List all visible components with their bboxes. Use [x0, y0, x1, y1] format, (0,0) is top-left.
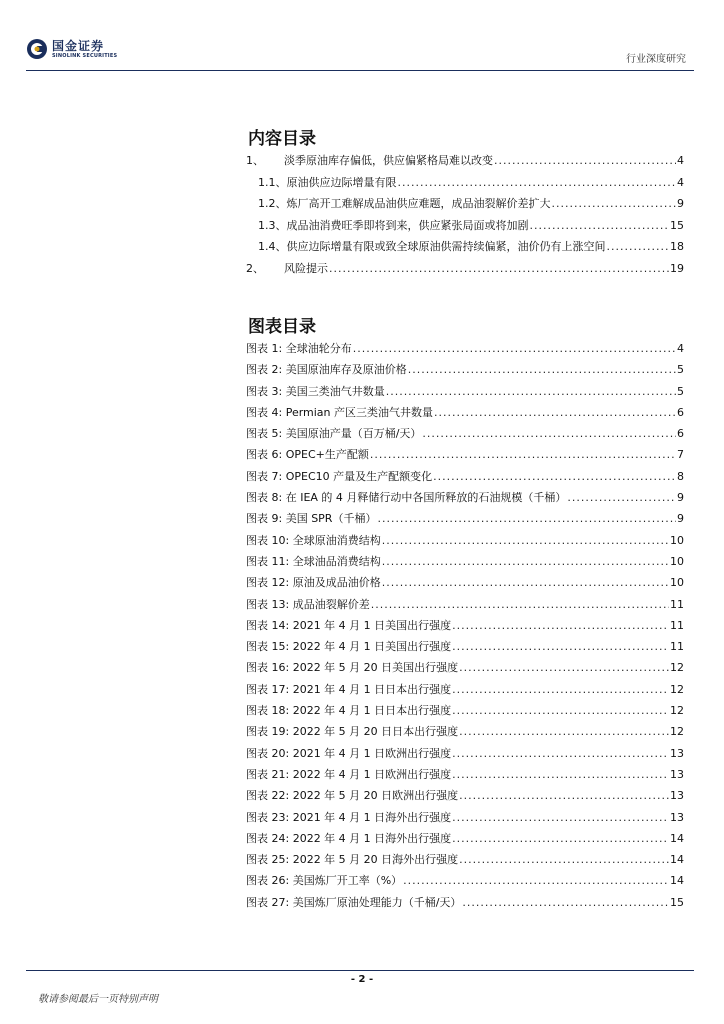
figure-item-page: 11 [670, 640, 684, 654]
figure-item-label: 图表 11: 全球油品消费结构 [246, 554, 381, 568]
figure-item-page: 14 [670, 831, 684, 845]
contents-item-label: 成品油消费旺季即将到来，供应紧张局面或将加剧 [286, 218, 529, 232]
contents-item-label: 供应边际增量有限或致全球原油供需持续偏紧，油价仍有上涨空间 [286, 240, 606, 253]
figure-item[interactable] [246, 489, 684, 510]
figure-item-page: 14 [670, 853, 684, 867]
figure-item-label: 图表 6: OPEC+生产配额 [246, 448, 369, 462]
figure-item-page: 15 [670, 895, 684, 909]
figure-item-page: 12 [670, 661, 684, 675]
logo-chinese-name: 国金证券 [52, 38, 105, 53]
figure-item[interactable] [246, 766, 684, 787]
figure-item-label: 图表 12: 原油及成品油价格 [246, 576, 381, 590]
figure-item-label: 图表 7: OPEC10 产量及生产配额变化 [246, 469, 433, 483]
leader-dots [382, 534, 669, 547]
figure-item-label: 图表 21: 2022 年 4 月 1 日欧洲出行强度 [246, 767, 452, 781]
figure-item-page: 12 [670, 682, 684, 696]
figure-item[interactable] [246, 894, 684, 915]
figure-item-label: 图表 14: 2021 年 4 月 1 日美国出行强度 [246, 618, 452, 632]
figure-item-page: 10 [670, 554, 684, 568]
figure-item[interactable] [246, 425, 684, 446]
figure-item-page: 13 [670, 789, 684, 803]
figure-item-label: 图表 19: 2022 年 5 月 20 日日本出行强度 [246, 725, 459, 739]
figure-item-page: 10 [670, 576, 684, 590]
logo-icon [26, 38, 48, 60]
leader-dots [567, 491, 676, 504]
figure-item-page: 13 [670, 746, 684, 760]
contents-item[interactable] [246, 217, 684, 239]
figure-item-label: 图表 16: 2022 年 5 月 20 日美国出行强度 [246, 661, 459, 675]
figure-item[interactable] [246, 872, 684, 893]
contents-item[interactable] [246, 174, 684, 196]
figure-item-page: 13 [670, 810, 684, 824]
leader-dots [382, 555, 669, 568]
figure-item[interactable] [246, 361, 684, 382]
figure-item-label: 图表 18: 2022 年 4 月 1 日日本出行强度 [246, 704, 452, 718]
leader-dots [398, 176, 677, 189]
footer-divider [26, 970, 694, 971]
figure-item-label: 图表 5: 美国原油产量（百万桶/天） [246, 427, 422, 441]
page-number: - 2 - [350, 974, 374, 985]
report-type-label: 行业深度研究 [626, 54, 686, 65]
figure-item[interactable] [246, 532, 684, 553]
figure-item-label: 图表 24: 2022 年 4 月 1 日海外出行强度 [246, 831, 452, 845]
leader-dots [408, 363, 676, 376]
figure-item[interactable] [246, 809, 684, 830]
leader-dots [552, 197, 677, 210]
figure-item-label: 图表 10: 全球原油消费结构 [246, 533, 381, 547]
leader-dots [434, 406, 676, 419]
figure-item[interactable] [246, 723, 684, 744]
figure-item-label: 图表 13: 成品油裂解价差 [246, 597, 370, 611]
figure-item-page: 13 [670, 767, 684, 781]
leader-dots [370, 448, 676, 461]
contents-item[interactable] [246, 238, 684, 260]
leader-dots [462, 896, 669, 909]
figure-item-page: 7 [677, 448, 684, 462]
figure-item[interactable] [246, 638, 684, 659]
figures-title: 图表目录 [248, 317, 316, 337]
figure-item-page: 9 [677, 491, 684, 505]
figure-item-label: 图表 27: 美国炼厂原油处理能力（千桶/天） [246, 895, 462, 909]
leader-dots [459, 789, 669, 802]
figure-item-page: 5 [677, 384, 684, 398]
contents-item-page: 19 [670, 261, 684, 275]
figure-item[interactable] [246, 574, 684, 595]
figure-item[interactable] [246, 787, 684, 808]
figure-item-page: 14 [670, 874, 684, 888]
leader-dots [329, 262, 669, 275]
contents-item[interactable] [246, 152, 684, 174]
figure-item[interactable] [246, 383, 684, 404]
figure-item-page: 6 [677, 405, 684, 419]
leader-dots [452, 747, 669, 760]
leader-dots [452, 832, 669, 845]
figure-item-page: 9 [677, 512, 684, 526]
figure-item-page: 12 [670, 725, 684, 739]
contents-item-label: 淡季原油库存偏低，供应偏紧格局难以改变 [284, 154, 493, 167]
leader-dots [433, 470, 676, 483]
contents-item-page: 15 [670, 218, 684, 232]
figure-item[interactable] [246, 468, 684, 489]
leader-dots [530, 219, 670, 232]
figure-item-page: 11 [670, 618, 684, 632]
leader-dots [607, 240, 670, 253]
figure-item[interactable] [246, 596, 684, 617]
figure-item-label: 图表 2: 美国原油库存及原油价格 [246, 363, 407, 377]
company-logo [26, 38, 117, 60]
contents-list [246, 152, 684, 281]
contents-item-number: 1、 [246, 154, 264, 167]
figure-item-label: 图表 17: 2021 年 4 月 1 日日本出行强度 [246, 682, 452, 696]
leader-dots [371, 598, 669, 611]
leader-dots [459, 725, 669, 738]
figure-item[interactable] [246, 446, 684, 467]
figure-item-label: 图表 20: 2021 年 4 月 1 日欧洲出行强度 [246, 746, 452, 760]
figure-item[interactable] [246, 617, 684, 638]
contents-item-number: 1.1、 [258, 175, 287, 189]
figure-item-label: 图表 4: Permian 产区三类油气井数量 [246, 405, 434, 419]
leader-dots [452, 768, 669, 781]
figure-item[interactable] [246, 681, 684, 702]
leader-dots [386, 385, 676, 398]
leader-dots [459, 853, 669, 866]
figures-list [246, 340, 684, 915]
contents-item[interactable] [246, 195, 684, 217]
disclaimer-note: 敬请参阅最后一页特别声明 [38, 994, 158, 1005]
figure-item-page: 8 [677, 469, 684, 483]
logo-english-name: SINOLINK SECURITIES [52, 52, 118, 59]
figure-item[interactable] [246, 659, 684, 680]
contents-item-label: 原油供应边际增量有限 [286, 175, 397, 189]
contents-item-number: 1.3、 [258, 218, 287, 232]
figure-item[interactable] [246, 851, 684, 872]
figure-item-page: 5 [677, 363, 684, 377]
leader-dots [452, 619, 669, 632]
figure-item-label: 图表 3: 美国三类油气井数量 [246, 384, 385, 398]
page-header [26, 38, 686, 72]
figure-item-page: 12 [670, 704, 684, 718]
contents-item-page: 9 [677, 197, 684, 210]
leader-dots [452, 640, 669, 653]
figure-item-label: 图表 1: 全球油轮分布 [246, 342, 352, 355]
contents-item-number: 1.4、 [258, 240, 287, 253]
leader-dots [452, 811, 669, 824]
leader-dots [353, 342, 676, 355]
figure-item-label: 图表 26: 美国炼厂开工率（%） [246, 874, 403, 888]
contents-item-page: 18 [670, 240, 684, 253]
contents-item-page: 4 [677, 154, 684, 167]
contents-item-label: 炼厂高开工难解成品油供应难题，成品油裂解价差扩大 [286, 197, 551, 210]
figure-item[interactable] [246, 510, 684, 531]
contents-title: 内容目录 [248, 129, 316, 149]
figure-item[interactable] [246, 745, 684, 766]
leader-dots [459, 661, 669, 674]
leader-dots [452, 704, 669, 717]
figure-item-label: 图表 15: 2022 年 4 月 1 日美国出行强度 [246, 640, 452, 654]
figure-item-page: 4 [677, 342, 684, 355]
contents-item-page: 4 [677, 175, 684, 189]
figure-item-label: 图表 9: 美国 SPR（千桶） [246, 512, 377, 526]
figure-item-label: 图表 22: 2022 年 5 月 20 日欧洲出行强度 [246, 789, 459, 803]
figure-item-page: 10 [670, 533, 684, 547]
leader-dots [382, 576, 669, 589]
leader-dots [452, 683, 669, 696]
contents-item[interactable] [246, 260, 684, 282]
leader-dots [377, 512, 676, 525]
header-divider [26, 70, 694, 71]
figure-item-label: 图表 23: 2021 年 4 月 1 日海外出行强度 [246, 810, 452, 824]
leader-dots [403, 874, 669, 887]
figure-item-label: 图表 25: 2022 年 5 月 20 日海外出行强度 [246, 853, 459, 867]
figure-item[interactable] [246, 340, 684, 361]
figure-item[interactable] [246, 702, 684, 723]
contents-item-number: 1.2、 [258, 197, 287, 210]
figure-item-page: 11 [670, 597, 684, 611]
leader-dots [494, 154, 676, 167]
figure-item[interactable] [246, 404, 684, 425]
figure-item[interactable] [246, 830, 684, 851]
figure-item[interactable] [246, 553, 684, 574]
contents-item-number: 2、 [246, 261, 264, 275]
leader-dots [422, 427, 676, 440]
contents-item-label: 风险提示 [284, 261, 328, 275]
figure-item-label: 图表 8: 在 IEA 的 4 月释储行动中各国所释放的石油规模（千桶） [246, 491, 567, 505]
figure-item-page: 6 [677, 427, 684, 441]
